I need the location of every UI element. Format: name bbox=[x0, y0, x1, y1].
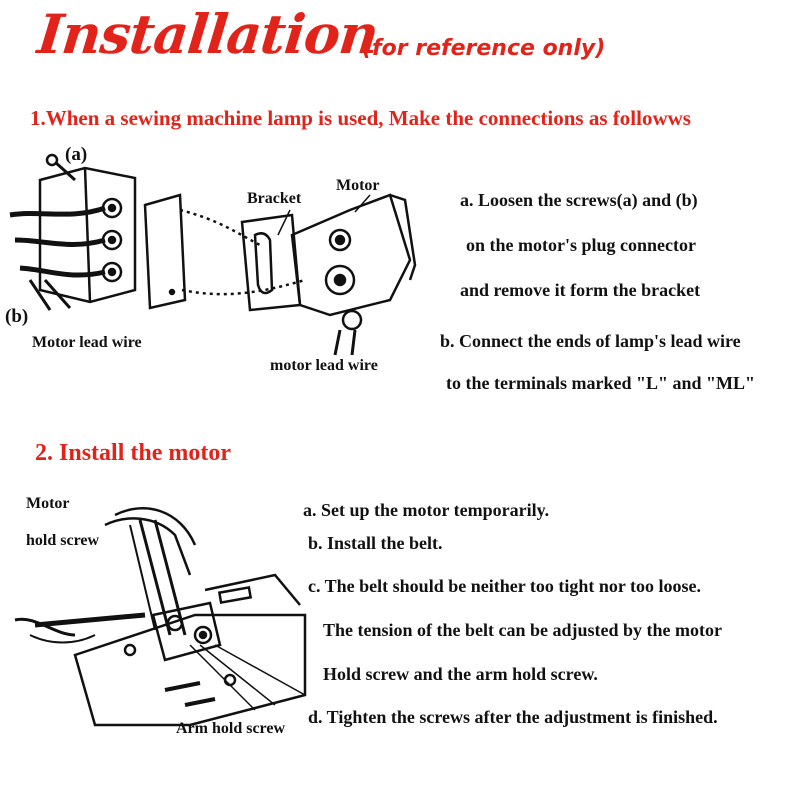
section1-step-b2: to the terminals marked "L" and "ML" bbox=[446, 373, 755, 393]
section2-heading: 2. Install the motor bbox=[35, 440, 231, 466]
section2-step-c1: c. The belt should be neither too tight nor too loose. bbox=[308, 576, 702, 596]
label-screw-a: (a) bbox=[65, 144, 88, 165]
section1-step-a3: and remove it form the bracket bbox=[460, 280, 701, 300]
label-motor-lead-wire: Motor lead wire bbox=[32, 334, 142, 351]
label-motor-hold: Motor bbox=[26, 495, 70, 512]
motor-install-diagram bbox=[15, 495, 305, 735]
label-bracket: Bracket bbox=[247, 190, 302, 207]
page-title: Installation bbox=[34, 2, 381, 66]
label-hold-screw: hold screw bbox=[26, 532, 100, 549]
section1-step-b1: b. Connect the ends of lamp's lead wire bbox=[440, 331, 741, 351]
label-motor-lead-wire-lower: motor lead wire bbox=[270, 357, 378, 374]
page-subtitle: (for reference only) bbox=[362, 36, 606, 61]
section1-step-a2: on the motor's plug connector bbox=[466, 235, 696, 255]
section1-heading: 1.When a sewing machine lamp is used, Make the connections as followws bbox=[30, 106, 691, 130]
section2-step-a: a. Set up the motor temporarily. bbox=[303, 500, 550, 520]
label-motor: Motor bbox=[336, 177, 380, 194]
label-arm-hold-screw: Arm hold screw bbox=[176, 720, 286, 737]
label-screw-b: (b) bbox=[5, 306, 29, 327]
section2-step-d: d. Tighten the screws after the adjustment is finished. bbox=[308, 707, 718, 727]
section2-step-c2: The tension of the belt can be adjusted by the motor bbox=[323, 620, 722, 640]
section2-step-c3: Hold screw and the arm hold screw. bbox=[323, 664, 598, 684]
section1-step-a1: a. Loosen the screws(a) and (b) bbox=[460, 190, 698, 210]
section2-step-b: b. Install the belt. bbox=[308, 533, 443, 553]
